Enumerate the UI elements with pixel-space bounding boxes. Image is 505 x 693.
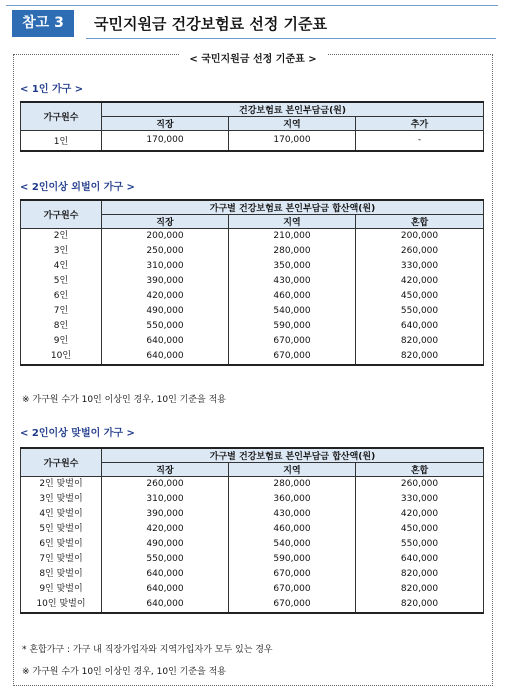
cell-mixed: 820,000: [356, 334, 484, 349]
col-work: 직장: [102, 463, 229, 477]
table-row: [21, 507, 484, 522]
cell-extra: -: [356, 131, 484, 151]
cell-mixed: 450,000: [356, 289, 484, 304]
cell-work: 640,000: [102, 334, 229, 349]
cell-region: 670,000: [229, 582, 356, 597]
cell-size: 6인: [21, 289, 102, 304]
table-row: [21, 552, 484, 567]
col-region: 지역: [229, 463, 356, 477]
document-header: [12, 10, 496, 40]
cell-mixed: 820,000: [356, 582, 484, 597]
cell-size: 9인: [21, 334, 102, 349]
cell-region: 430,000: [229, 274, 356, 289]
cell-work: 490,000: [102, 304, 229, 319]
title-underline: [86, 38, 496, 39]
table-row: [21, 582, 484, 597]
cell-size: 8인: [21, 319, 102, 334]
cell-work: 550,000: [102, 552, 229, 567]
cell-size: 2인: [21, 229, 102, 245]
col-group-header: 가구별 건강보험료 본인부담금 합산액(원): [102, 448, 484, 463]
table-row: [21, 492, 484, 507]
table-row: [21, 477, 484, 493]
cell-mixed: 640,000: [356, 319, 484, 334]
cell-region: 460,000: [229, 289, 356, 304]
cell-region: 280,000: [229, 477, 356, 493]
table-row: [21, 274, 484, 289]
cell-size: 4인 맞벌이: [21, 507, 102, 522]
col-household-size: 가구원수: [21, 448, 102, 477]
cell-size: 6인 맞벌이: [21, 537, 102, 552]
col-work: 직장: [102, 215, 229, 229]
cell-size: 2인 맞벌이: [21, 477, 102, 493]
box-caption-text: < 국민지원금 선정 기준표 >: [179, 54, 326, 65]
cell-mixed: 200,000: [356, 229, 484, 245]
section-heading-single: < 1인 가구 >: [20, 84, 84, 95]
cell-work: 390,000: [102, 507, 229, 522]
cell-mixed: 640,000: [356, 552, 484, 567]
col-region: 지역: [229, 117, 356, 131]
cell-size: 4인: [21, 259, 102, 274]
table-row: [21, 259, 484, 274]
cell-mixed: 820,000: [356, 349, 484, 365]
cell-region: 430,000: [229, 507, 356, 522]
table-row: [21, 319, 484, 334]
table-row: [21, 567, 484, 582]
cell-mixed: 550,000: [356, 537, 484, 552]
col-work: 직장: [102, 117, 229, 131]
table-row: [21, 537, 484, 552]
reference-badge: 참고 3: [12, 10, 74, 37]
cell-work: 640,000: [102, 349, 229, 365]
dual-earner-table: [20, 447, 484, 614]
page-title: 국민지원금 건강보험료 선정 기준표: [94, 15, 328, 33]
col-mixed: 혼합: [356, 215, 484, 229]
table-row: [21, 131, 484, 151]
cell-region: 350,000: [229, 259, 356, 274]
cell-size: 9인 맞벌이: [21, 582, 102, 597]
cell-region: 590,000: [229, 552, 356, 567]
cell-work: 390,000: [102, 274, 229, 289]
cell-region: 280,000: [229, 244, 356, 259]
table-row: [21, 304, 484, 319]
table-row: [21, 289, 484, 304]
cell-mixed: 820,000: [356, 567, 484, 582]
note-mixed-household: * 혼합가구 : 가구 내 직장가입자와 지역가입자가 모두 있는 경우: [22, 645, 273, 655]
cell-work: 640,000: [102, 582, 229, 597]
cell-mixed: 550,000: [356, 304, 484, 319]
single-household-table: [20, 101, 484, 152]
cell-size: 7인 맞벌이: [21, 552, 102, 567]
cell-work: 310,000: [102, 259, 229, 274]
box-caption: [14, 47, 492, 66]
cell-size: 5인: [21, 274, 102, 289]
cell-mixed: 450,000: [356, 522, 484, 537]
cell-region: 170,000: [229, 131, 356, 151]
cell-region: 670,000: [229, 597, 356, 613]
cell-work: 250,000: [102, 244, 229, 259]
col-extra: 추가: [356, 117, 484, 131]
col-group-header: 가구별 건강보험료 본인부담금 합산액(원): [102, 200, 484, 215]
cell-region: 360,000: [229, 492, 356, 507]
top-rule: [6, 5, 498, 6]
cell-work: 420,000: [102, 289, 229, 304]
cell-region: 460,000: [229, 522, 356, 537]
cell-region: 540,000: [229, 304, 356, 319]
cell-region: 540,000: [229, 537, 356, 552]
table-row: [21, 349, 484, 365]
col-household-size: 가구원수: [21, 102, 102, 131]
cell-mixed: 420,000: [356, 274, 484, 289]
cell-work: 420,000: [102, 522, 229, 537]
section-heading-dual-earner: < 2인이상 맞벌이 가구 >: [20, 428, 135, 439]
cell-size: 10인 맞벌이: [21, 597, 102, 613]
cell-region: 590,000: [229, 319, 356, 334]
cell-region: 210,000: [229, 229, 356, 245]
cell-size: 10인: [21, 349, 102, 365]
cell-size: 1인: [21, 131, 102, 151]
cell-region: 670,000: [229, 334, 356, 349]
table-row: [21, 244, 484, 259]
col-group-header: 건강보험료 본인부담금(원): [102, 102, 484, 117]
table-row: [21, 597, 484, 613]
cell-size: 8인 맞벌이: [21, 567, 102, 582]
section-heading-single-earner: < 2인이상 외벌이 가구 >: [20, 182, 135, 193]
cell-work: 550,000: [102, 319, 229, 334]
note-ten-plus: ※ 가구원 수가 10인 이상인 경우, 10인 기준을 적용: [22, 667, 226, 677]
cell-mixed: 330,000: [356, 259, 484, 274]
cell-region: 670,000: [229, 349, 356, 365]
cell-work: 260,000: [102, 477, 229, 493]
cell-mixed: 820,000: [356, 597, 484, 613]
cell-size: 7인: [21, 304, 102, 319]
col-household-size: 가구원수: [21, 200, 102, 229]
cell-region: 670,000: [229, 567, 356, 582]
cell-work: 640,000: [102, 597, 229, 613]
cell-mixed: 260,000: [356, 477, 484, 493]
table-row: [21, 229, 484, 245]
col-mixed: 혼합: [356, 463, 484, 477]
cell-mixed: 420,000: [356, 507, 484, 522]
cell-size: 5인 맞벌이: [21, 522, 102, 537]
cell-work: 200,000: [102, 229, 229, 245]
col-region: 지역: [229, 215, 356, 229]
cell-size: 3인: [21, 244, 102, 259]
note-ten-plus: ※ 가구원 수가 10인 이상인 경우, 10인 기준을 적용: [22, 395, 226, 405]
cell-work: 640,000: [102, 567, 229, 582]
single-earner-table: [20, 199, 484, 366]
cell-size: 3인 맞벌이: [21, 492, 102, 507]
table-row: [21, 522, 484, 537]
cell-mixed: 330,000: [356, 492, 484, 507]
table-row: [21, 334, 484, 349]
cell-mixed: 260,000: [356, 244, 484, 259]
cell-work: 310,000: [102, 492, 229, 507]
cell-work: 490,000: [102, 537, 229, 552]
cell-work: 170,000: [102, 131, 229, 151]
